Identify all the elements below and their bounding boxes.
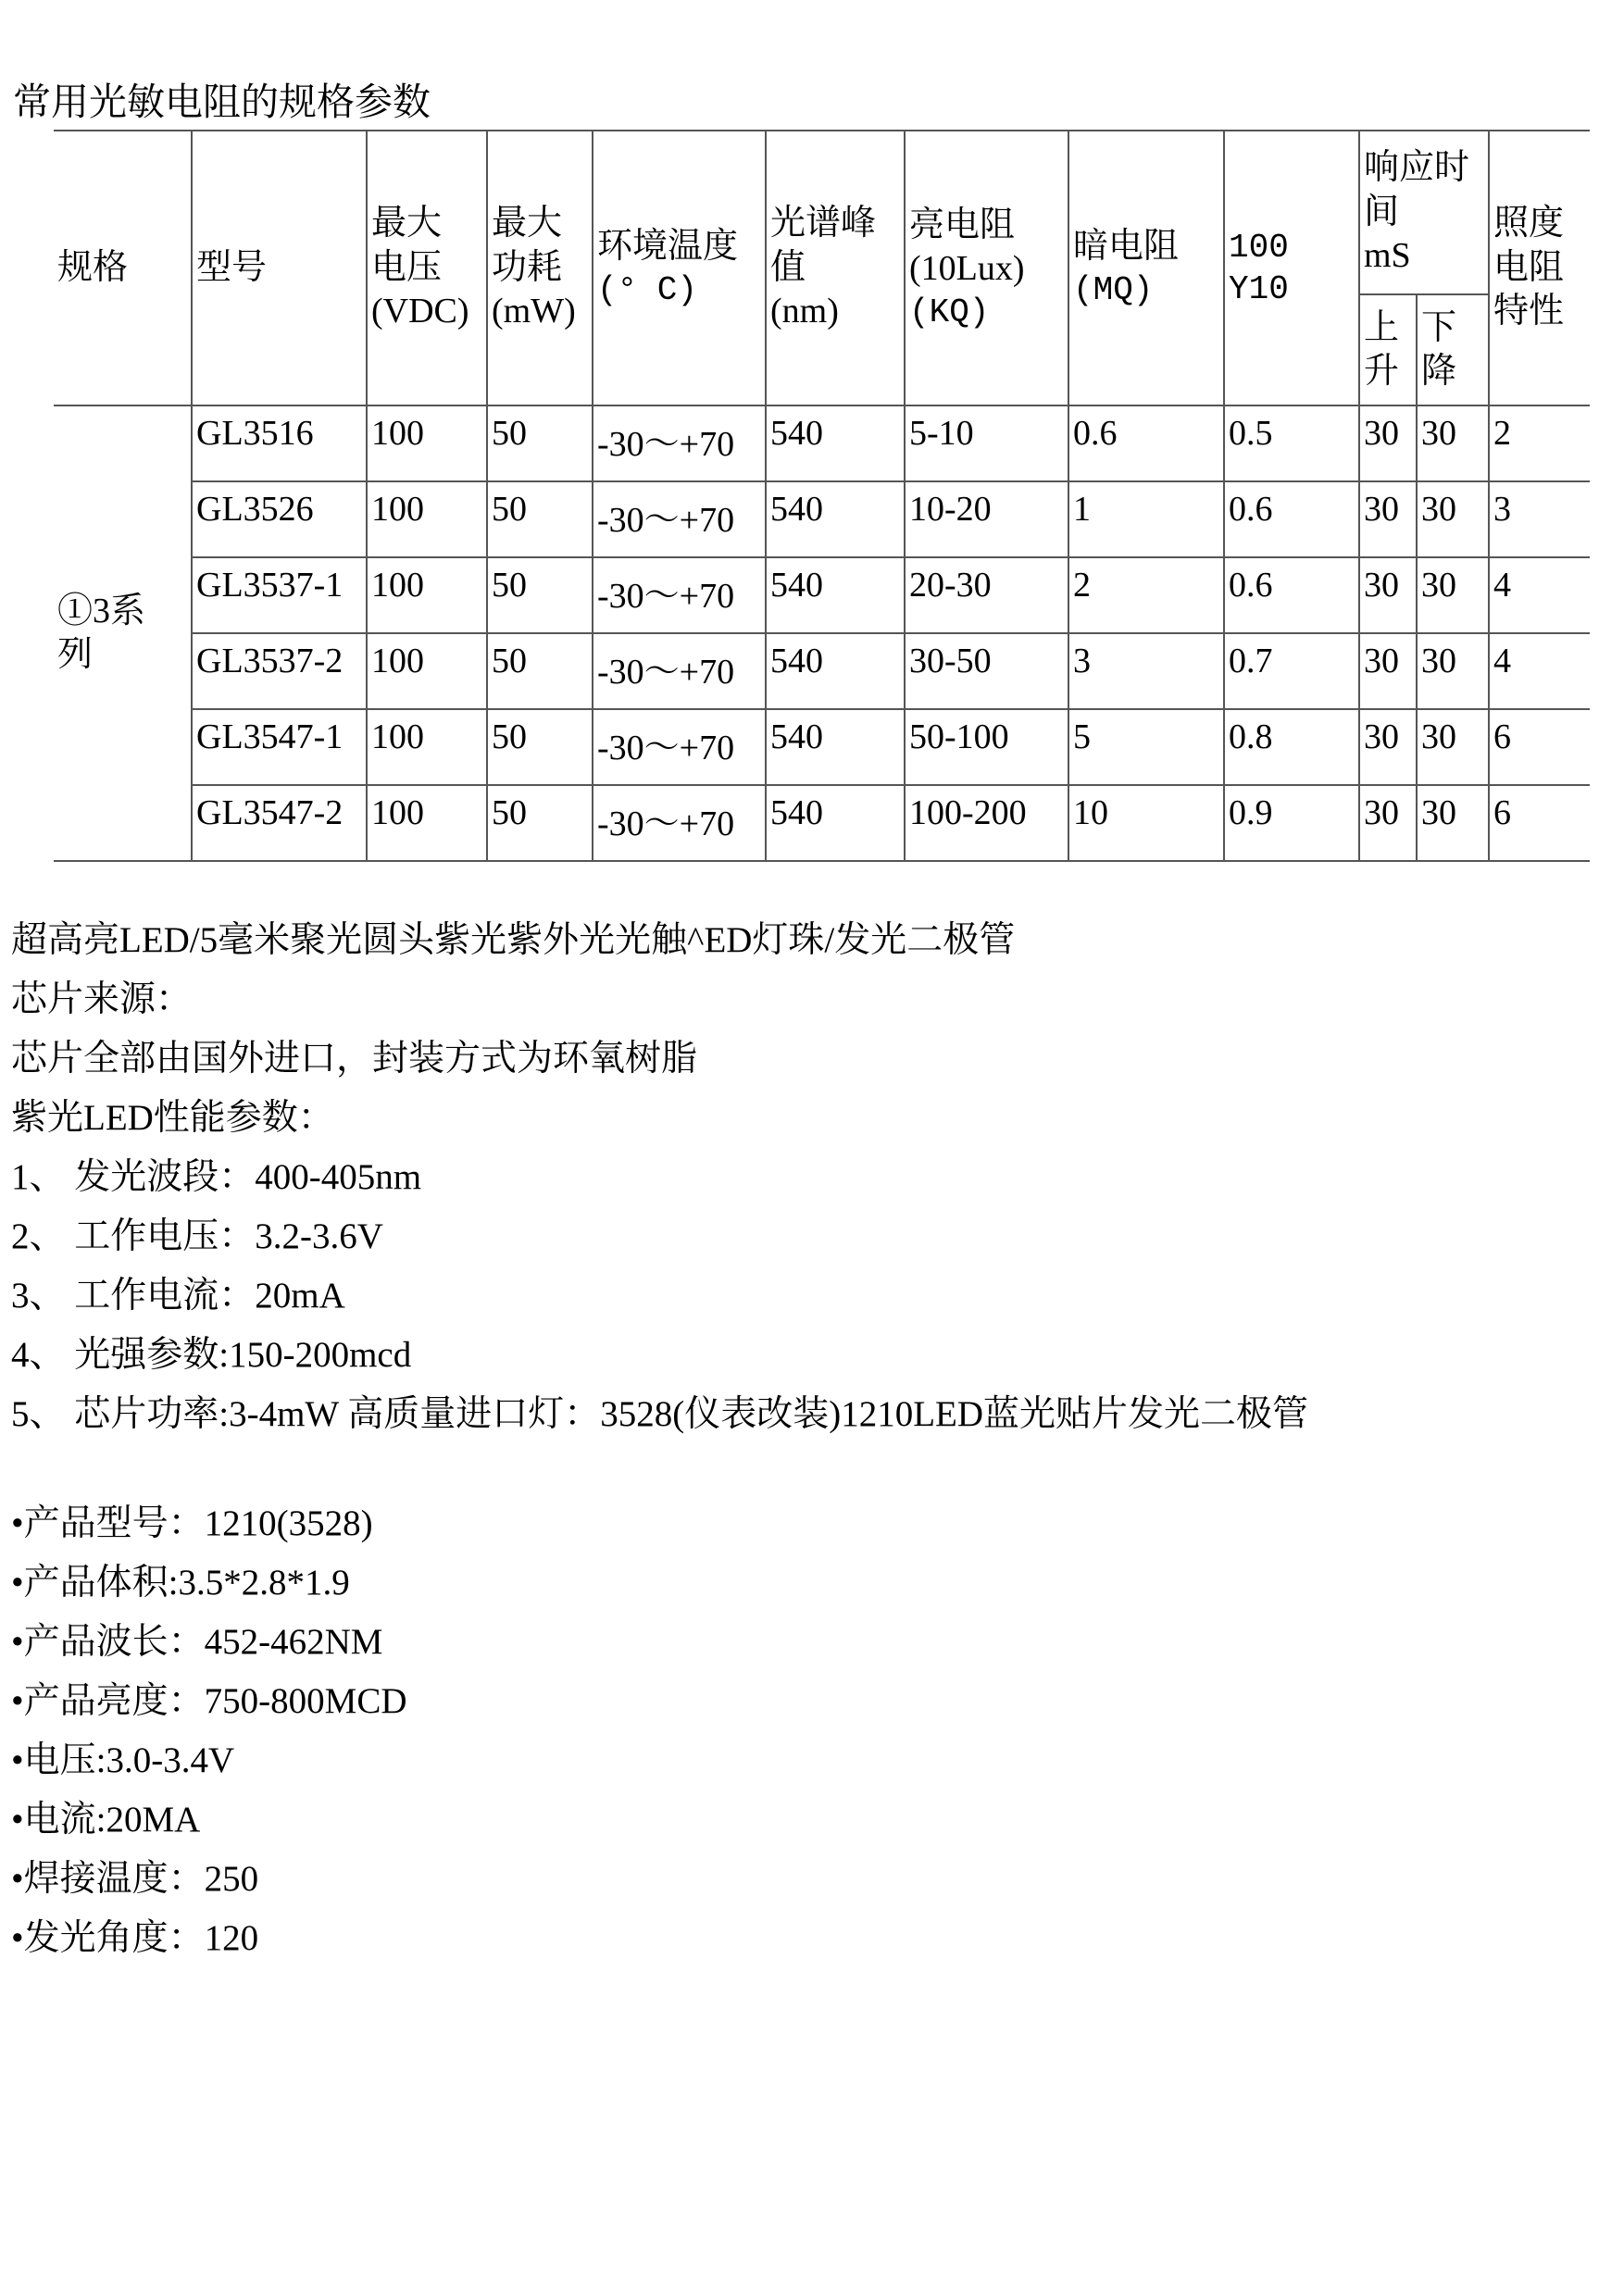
cell-light-resistance: 50-100 xyxy=(905,709,1068,785)
cell-gamma: 0.8 xyxy=(1224,709,1359,785)
cell-temp: -30〜+70 xyxy=(593,785,766,861)
header-spec: 规格 xyxy=(54,131,192,405)
param-wavelength: 1、 发光波段：400-405nm xyxy=(11,1157,422,1197)
cell-light-resistance: 20-30 xyxy=(905,557,1068,633)
header-illuminance-resistance: 照度 电阻 特性 xyxy=(1489,131,1590,405)
list-item: •发光角度：120 xyxy=(11,1918,259,1958)
list-item: •电压:3.0-3.4V xyxy=(11,1740,235,1780)
chip-source-label: 芯片来源： xyxy=(11,979,193,1019)
cell-power: 50 xyxy=(487,709,593,785)
cell-voltage: 100 xyxy=(367,709,487,785)
cell-dark-resistance: 5 xyxy=(1068,709,1224,785)
cell-voltage: 100 xyxy=(367,557,487,633)
cell-characteristic: 6 xyxy=(1489,709,1590,785)
cell-voltage: 100 xyxy=(367,481,487,557)
cell-characteristic: 4 xyxy=(1489,633,1590,709)
cell-model: GL3547-2 xyxy=(192,785,367,861)
cell-light-resistance: 5-10 xyxy=(905,405,1068,481)
cell-characteristic: 6 xyxy=(1489,785,1590,861)
cell-peak: 540 xyxy=(766,405,905,481)
cell-fall: 30 xyxy=(1417,633,1489,709)
header-fall: 下 降 xyxy=(1417,294,1489,405)
cell-voltage: 100 xyxy=(367,405,487,481)
header-dark-resistance: 暗电阻 (MQ) xyxy=(1068,131,1224,405)
header-rise: 上 升 xyxy=(1359,294,1417,405)
cell-characteristic: 2 xyxy=(1489,405,1590,481)
led-section-heading: 超高亮LED/5毫米聚光圆头紫光紫外光光触^ED灯珠/发光二极管 xyxy=(11,920,1016,960)
cell-model: GL3537-2 xyxy=(192,633,367,709)
list-item: •产品体积:3.5*2.8*1.9 xyxy=(11,1563,350,1603)
cell-peak: 540 xyxy=(766,709,905,785)
cell-fall: 30 xyxy=(1417,405,1489,481)
cell-rise: 30 xyxy=(1359,633,1417,709)
cell-rise: 30 xyxy=(1359,557,1417,633)
table-row xyxy=(54,557,1590,633)
cell-power: 50 xyxy=(487,557,593,633)
cell-power: 50 xyxy=(487,785,593,861)
header-spectral-peak: 光谱峰 值 (nm) xyxy=(766,131,905,405)
document-title: 常用光敏电阻的规格参数 xyxy=(13,81,431,123)
list-item: •焊接温度：250 xyxy=(11,1859,259,1899)
series-label: ①3系 列 xyxy=(54,405,192,861)
cell-light-resistance: 30-50 xyxy=(905,633,1068,709)
cell-light-resistance: 10-20 xyxy=(905,481,1068,557)
cell-characteristic: 4 xyxy=(1489,557,1590,633)
cell-peak: 540 xyxy=(766,481,905,557)
cell-fall: 30 xyxy=(1417,481,1489,557)
led-params-label: 紫光LED性能参数： xyxy=(11,1098,334,1138)
list-item: •产品型号：1210(3528) xyxy=(11,1503,373,1543)
cell-fall: 30 xyxy=(1417,785,1489,861)
cell-rise: 30 xyxy=(1359,481,1417,557)
param-current: 3、 工作电流：20mA xyxy=(11,1276,345,1316)
cell-gamma: 0.7 xyxy=(1224,633,1359,709)
param-voltage: 2、 工作电压：3.2-3.6V xyxy=(11,1216,383,1256)
header-light-resistance: 亮电阻 (10Lux) (KQ) xyxy=(905,131,1068,405)
cell-peak: 540 xyxy=(766,633,905,709)
header-model: 型号 xyxy=(192,131,367,405)
table-row xyxy=(54,633,1590,709)
cell-fall: 30 xyxy=(1417,557,1489,633)
cell-dark-resistance: 0.6 xyxy=(1068,405,1224,481)
header-gamma: 100 Y10 xyxy=(1224,131,1359,405)
cell-peak: 540 xyxy=(766,785,905,861)
cell-rise: 30 xyxy=(1359,785,1417,861)
cell-fall: 30 xyxy=(1417,709,1489,785)
list-item: •电流:20MA xyxy=(11,1800,201,1840)
header-response-time: 响应时 间 mS xyxy=(1359,131,1489,294)
cell-temp: -30〜+70 xyxy=(593,709,766,785)
cell-dark-resistance: 2 xyxy=(1068,557,1224,633)
header-max-power: 最大 功耗 (mW) xyxy=(487,131,593,405)
header-max-voltage: 最大 电压 (VDC) xyxy=(367,131,487,405)
chip-source-text: 芯片全部由国外进口，封装方式为环氧树脂 xyxy=(11,1039,698,1079)
cell-temp: -30〜+70 xyxy=(593,557,766,633)
header-ambient-temp: 环境温度 (° C) xyxy=(593,131,766,405)
cell-temp: -30〜+70 xyxy=(593,405,766,481)
param-power: 5、 芯片功率:3-4mW 高质量进口灯：3528(仪表改装)1210LED蓝光贴片发光二极管 xyxy=(11,1394,1309,1434)
cell-model: GL3516 xyxy=(192,405,367,481)
cell-characteristic: 3 xyxy=(1489,481,1590,557)
cell-power: 50 xyxy=(487,405,593,481)
cell-power: 50 xyxy=(487,633,593,709)
cell-dark-resistance: 10 xyxy=(1068,785,1224,861)
cell-peak: 540 xyxy=(766,557,905,633)
spec-table xyxy=(54,130,1590,862)
table-row xyxy=(54,785,1590,861)
cell-model: GL3526 xyxy=(192,481,367,557)
cell-model: GL3537-1 xyxy=(192,557,367,633)
cell-gamma: 0.6 xyxy=(1224,481,1359,557)
cell-rise: 30 xyxy=(1359,709,1417,785)
cell-gamma: 0.9 xyxy=(1224,785,1359,861)
cell-dark-resistance: 3 xyxy=(1068,633,1224,709)
cell-gamma: 0.6 xyxy=(1224,557,1359,633)
cell-gamma: 0.5 xyxy=(1224,405,1359,481)
cell-voltage: 100 xyxy=(367,785,487,861)
table-row xyxy=(54,481,1590,557)
cell-voltage: 100 xyxy=(367,633,487,709)
cell-model: GL3547-1 xyxy=(192,709,367,785)
param-intensity: 4、 光强参数:150-200mcd xyxy=(11,1335,412,1375)
cell-temp: -30〜+70 xyxy=(593,481,766,557)
cell-power: 50 xyxy=(487,481,593,557)
cell-light-resistance: 100-200 xyxy=(905,785,1068,861)
table-row xyxy=(54,709,1590,785)
table-row xyxy=(54,405,1590,481)
cell-dark-resistance: 1 xyxy=(1068,481,1224,557)
cell-rise: 30 xyxy=(1359,405,1417,481)
list-item: •产品亮度：750-800MCD xyxy=(11,1681,407,1721)
cell-temp: -30〜+70 xyxy=(593,633,766,709)
list-item: •产品波长：452-462NM xyxy=(11,1622,383,1662)
